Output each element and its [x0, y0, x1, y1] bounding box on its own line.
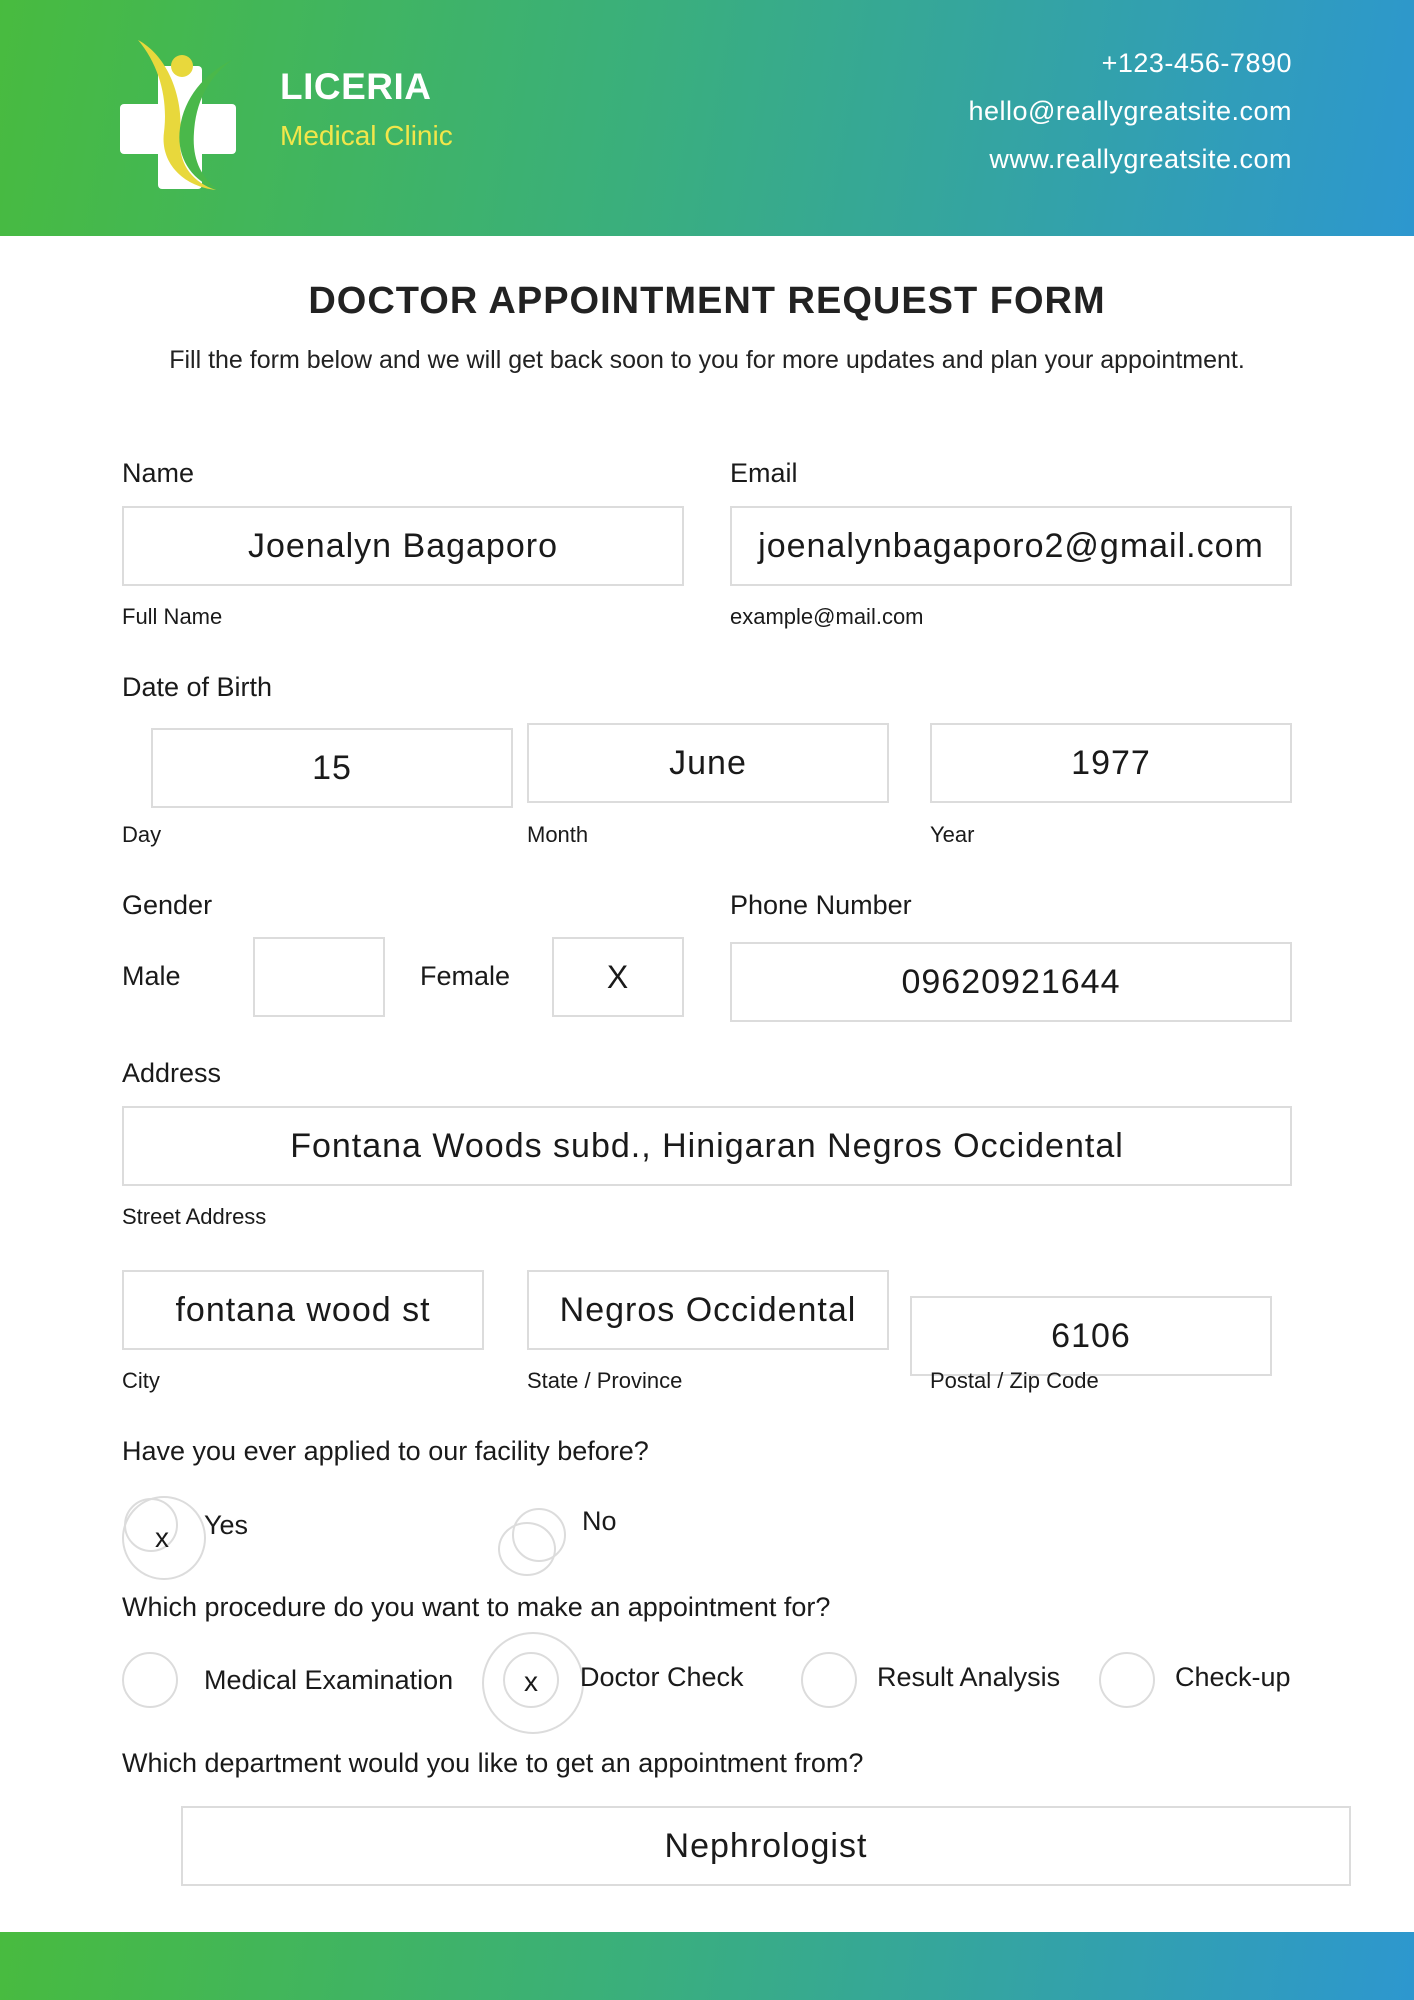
- form-intro: Fill the form below and we will get back soon to you for more updates and plan your appointment.: [169, 346, 1245, 374]
- dob-month-input[interactable]: June: [527, 723, 889, 803]
- state-input[interactable]: Negros Occidental: [527, 1270, 889, 1350]
- procedure-doctor-check-mark: x: [524, 1666, 538, 1697]
- postal-input[interactable]: 6106: [910, 1296, 1272, 1376]
- procedure-medical-exam-label: Medical Examination: [204, 1665, 454, 1695]
- postal-hint: Postal / Zip Code: [930, 1368, 1099, 1393]
- clinic-website[interactable]: www.reallygreatsite.com: [989, 144, 1292, 174]
- applied-yes-label: Yes: [204, 1510, 249, 1540]
- city-hint: City: [122, 1368, 160, 1393]
- address-label: Address: [122, 1058, 222, 1088]
- clinic-logo-icon: [120, 36, 240, 192]
- email-hint: example@mail.com: [730, 604, 924, 629]
- dob-month-hint: Month: [527, 822, 589, 847]
- clinic-subtitle: Medical Clinic: [280, 120, 453, 151]
- department-question: Which department would you like to get an appointment from?: [122, 1748, 864, 1778]
- header-banner: [0, 0, 1414, 236]
- name-hint: Full Name: [122, 604, 223, 629]
- applied-no-radio-outer[interactable]: [498, 1522, 556, 1576]
- email-label: Email: [730, 458, 798, 488]
- procedure-result-analysis-label: Result Analysis: [877, 1662, 1061, 1692]
- clinic-email[interactable]: hello@reallygreatsite.com: [968, 96, 1292, 126]
- gender-female-label: Female: [420, 961, 511, 991]
- gender-female-checkbox[interactable]: X: [552, 937, 684, 1017]
- city-input[interactable]: fontana wood st: [122, 1270, 484, 1350]
- street-address-input[interactable]: Fontana Woods subd., Hinigaran Negros Occidental: [122, 1106, 1292, 1186]
- gender-male-checkbox[interactable]: [253, 937, 385, 1017]
- street-address-hint: Street Address: [122, 1204, 267, 1229]
- procedure-question: Which procedure do you want to make an appointment for?: [122, 1592, 831, 1622]
- procedure-medical-exam-radio[interactable]: [122, 1652, 178, 1708]
- applied-yes-radio[interactable]: [124, 1498, 178, 1552]
- form-title: DOCTOR APPOINTMENT REQUEST FORM: [308, 280, 1106, 322]
- procedure-result-analysis-radio[interactable]: [801, 1652, 857, 1708]
- email-input[interactable]: joenalynbagaporo2@gmail.com: [730, 506, 1292, 586]
- dob-year-hint: Year: [930, 822, 975, 847]
- phone-input[interactable]: 09620921644: [730, 942, 1292, 1022]
- footer-banner: [0, 1932, 1414, 2000]
- applied-before-question: Have you ever applied to our facility before?: [122, 1436, 649, 1466]
- dob-label: Date of Birth: [122, 672, 273, 702]
- name-input[interactable]: Joenalyn Bagaporo: [122, 506, 684, 586]
- phone-label: Phone Number: [730, 890, 912, 920]
- name-label: Name: [122, 458, 195, 488]
- applied-yes-mark: x: [155, 1522, 169, 1553]
- dob-day-input[interactable]: 15: [151, 728, 513, 808]
- gender-label: Gender: [122, 890, 213, 920]
- procedure-doctor-check-label: Doctor Check: [580, 1662, 744, 1692]
- dob-year-input[interactable]: 1977: [930, 723, 1292, 803]
- clinic-name: LICERIA: [280, 66, 432, 107]
- applied-no-label: No: [582, 1506, 617, 1536]
- gender-male-label: Male: [122, 961, 181, 991]
- clinic-phone[interactable]: +123-456-7890: [1101, 48, 1292, 78]
- procedure-checkup-radio[interactable]: [1099, 1652, 1155, 1708]
- department-input[interactable]: Nephrologist: [181, 1806, 1351, 1886]
- procedure-checkup-label: Check-up: [1175, 1662, 1291, 1692]
- state-hint: State / Province: [527, 1368, 683, 1393]
- dob-day-hint: Day: [122, 822, 162, 847]
